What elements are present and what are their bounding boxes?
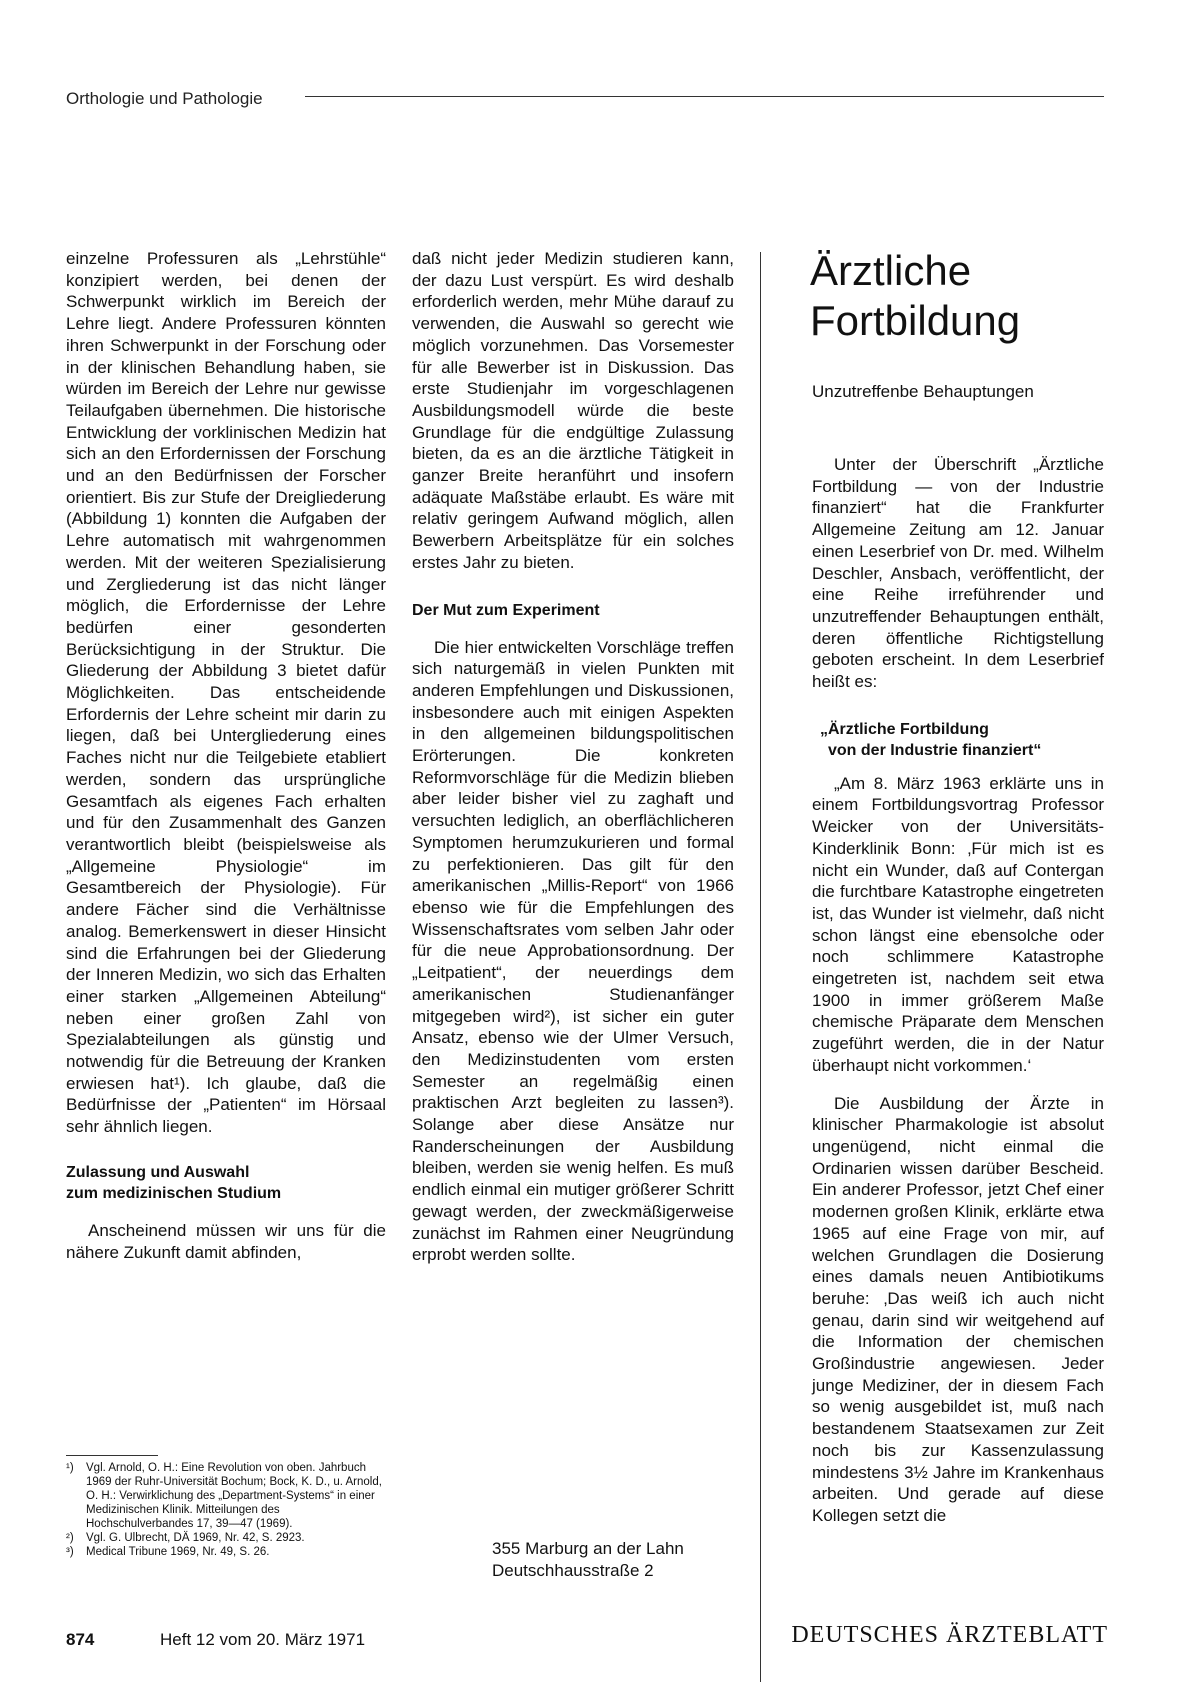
col2-paragraph-2: Die hier entwickelten Vorschläge treffen sich naturgemäß in vielen Punkten mit anderen Empfehlungen und Diskussionen, insbesondere auch mit einigen Aspekten in den allgemeinen bildungspolitischen Erörterungen. Die konkreten Reformvorschläge für die Medizin blieben aber leider bisher viel zu zaghaft und versuchten lediglich, an oberflächlicheren Symptomen herumzukurieren und formal zu perfektionieren. Das gilt für den amerikanischen „Millis-Report“ von 1966 ebenso wie für die Empfehlungen des Wissenschaftsrates vom selben Jahr oder für die neue Approbationsordnung. Der „Leitpatient“, der neuerdings dem amerikanischen Studienanfänger mitgegeben wird²), ist sicher ein guter Ansatz, ebenso wie der Ulmer Versuch, den Medizinstudenten vom ersten Semester an regelmäßig einen praktischen Arzt begleiten zu lassen³). Solange aber diese Ansätze nur Randerscheinungen der Ausbildung bleiben, werden sie wenig helfen. Es muß endlich einmal ein mutiger größerer Schritt gewagt werden, der zweckmäßigerweise zunächst im Rahmen einer Neugründung erprobt werden sollte.	[412, 637, 734, 1265]
column-3	[812, 454, 1104, 1527]
page-number: 874	[66, 1630, 95, 1649]
footnote-3	[66, 1545, 386, 1559]
quote-heading	[820, 719, 1104, 761]
quote-paragraph: „Am 8. März 1963 erklärte uns in einem Fortbildungsvortrag Professor Weicker von der Universitäts-Kinderklinik Bonn: ‚Für mich ist es nicht ein Wunder, daß auf Contergan die furchtbare Katastrophe eingetreten ist, das Wunder ist vielmehr, daß nicht schon längst eine ebensolche oder noch schlimmere Katastrophe eingetreten ist, nachdem seit etwa 1900 in immer größerem Maße chemische Präparate dem Menschen zugeführt werden, die in der Natur überhaupt nicht vorkommen.‘	[812, 773, 1104, 1075]
col1-subhead-line1: Zulassung und Auswahl	[66, 1163, 250, 1181]
footnotes	[66, 1461, 386, 1559]
article-paragraph-2: Die Ausbildung der Ärzte in klinischer Pharmakologie ist absolut ungenügend, nicht einmal die Ordinarien wissen darüber Bescheid. Ein anderer Professor, jetzt Chef einer modernen großen Klinik, erklärte etwa 1965 auf eine Frage von mir, auf welchen Grundlagen die Dosierung eines damals neuen Antibiotikums beruhe: ‚Das weiß ich auch nicht genau, darin sind wir weitgehend auf die Information der chemischen Großindustrie angewiesen. Jeder junge Mediziner, der in diesem Fach so wenig ausgebildet ist, muß nach bestandenem Staatsexamen zur Zeit noch bis zur Kassenzulassung mindestens 3½ Jahre im Krankenhaus arbeiten. Und gerade auf diese Kollegen setzt die	[812, 1093, 1104, 1525]
quote-heading-line1: „Ärztliche Fortbildung	[820, 720, 989, 738]
article-title	[810, 246, 1020, 346]
col1-paragraph-2: Anscheinend müssen wir uns für die nähere Zukunft damit abfinden,	[66, 1220, 386, 1262]
quote-heading-line2: von der Industrie finanziert“	[828, 741, 1042, 759]
col1-subhead	[66, 1162, 386, 1204]
footnote-1	[66, 1461, 386, 1531]
col2-subhead: Der Mut zum Experiment	[412, 601, 600, 619]
article-title-line2: Fortbildung	[810, 297, 1021, 344]
section-label: Orthologie und Pathologie	[66, 89, 263, 108]
column-divider	[760, 252, 761, 1682]
footnote-text: Medical Tribune 1969, Nr. 49, S. 26.	[86, 1546, 270, 1558]
footnote-mark: ³)	[66, 1546, 74, 1558]
col1-paragraph-1: einzelne Professuren als „Lehrstühle“ konzipiert werden, bei denen der Schwerpunkt wirklich im Bereich der Lehre liegt. Andere Professuren könnten ihren Schwerpunkt in der Forschung oder in der klinischen Behandlung haben, sie würden im Bereich der Lehre nur gewisse Teilaufgaben übernehmen. Die historische Entwicklung der vorklinischen Medizin hat sich an den Erfordernissen der Forschung und an den Bedürfnissen der Forscher orientiert. Bis zur Stufe der Dreigliederung (Abbildung 1) konnten die Aufgaben der Lehre automatisch mit wahrgenommen werden. Mit der weiteren Spezialisierung und Zergliederung ist das nicht länger möglich, die Erfordernisse der Lehre bedürfen einer gesonderten Berücksichtigung in der Struktur. Die Gliederung der Abbildung 3 bietet dafür Möglichkeiten. Das entscheidende Erfordernis der Lehre scheint mir darin zu liegen, daß bei Untergliederung eines Faches nicht nur die Teilgebiete etabliert werden, sondern das ursprüngliche Gesamtfach als eigenes Fach erhalten und für den Zusammenhalt des Ganzen verantwortlich bleibt (beispielsweise als „Allgemeine Physiologie“ im Gesamtbereich der Physiologie). Für andere Fächer sind die Verhältnisse analog. Bemerkenswert in dieser Hinsicht sind die Erfahrungen bei der Gliederung der Inneren Medizin, wo sich das Erhalten einer starken „Allgemeinen Abteilung“ neben einer großen Zahl von Spezialabteilungen als günstig und notwendig für die Betreuung der Kranken erwiesen hat¹). Ich glaube, daß die Bedürfnisse der „Patienten“ im Hörsaal sehr ähnlich liegen.	[66, 249, 386, 1137]
column-1	[66, 248, 386, 1263]
footnote-2	[66, 1531, 386, 1545]
article-subtitle: Unzutreffenbe Behauptungen	[812, 382, 1034, 401]
article-title-line1: Ärztliche	[810, 247, 972, 294]
journal-name: DEUTSCHES ÄRZTEBLATT	[791, 1622, 1108, 1648]
issue-info: Heft 12 vom 20. März 1971	[160, 1630, 366, 1649]
col1-subhead-line2: zum medizinischen Studium	[66, 1184, 282, 1202]
footnote-mark: ²)	[66, 1532, 74, 1544]
header-rule	[305, 96, 1104, 97]
footnote-text: Vgl. G. Ulbrecht, DÄ 1969, Nr. 42, S. 2923.	[86, 1532, 305, 1544]
footnote-rule	[66, 1455, 158, 1456]
author-address	[492, 1538, 684, 1582]
address-line2: Deutschhausstraße 2	[492, 1561, 654, 1580]
article-paragraph-1: Unter der Überschrift „Ärztliche Fortbildung — von der Industrie finanziert“ hat die Frankfurter Allgemeine Zeitung am 12. Januar einen Leserbrief von Dr. med. Wilhelm Deschler, Ansbach, veröffentlicht, der eine Reihe irreführender und unzutreffender Behauptungen enthält, deren öffentliche Richtigstellung geboten erscheint. In dem Leserbrief heißt es:	[812, 455, 1104, 692]
col2-paragraph-1: daß nicht jeder Medizin studieren kann, der dazu Lust verspürt. Es wird deshalb erforderlich werden, mehr Mühe darauf zu verwenden, die Auswahl so gerecht wie möglich vorzunehmen. Das Vorsemester für alle Bewerber ist in Diskussion. Das erste Studienjahr im vorgeschlagenen Ausbildungsmodell würde die beste Grundlage für die endgültige Zulassung bieten, da es an die ärztliche Tätigkeit in ganzer Breite heranführt und insofern adäquate Maßstäbe erlaubt. Es wäre mit relativ geringem Aufwand möglich, allen Bewerbern Arbeitsplätze für ein solches erstes Jahr zu bieten.	[412, 249, 734, 572]
column-2	[412, 248, 734, 1266]
footnote-mark: ¹)	[66, 1462, 74, 1474]
footnote-text: Vgl. Arnold, O. H.: Eine Revolution von oben. Jahrbuch 1969 der Ruhr-Universität Bochum; Bock, K. D., u. Arnold, O. H.: Verwirklichung des „Department-Systems“ in einer Medizinischen Klinik. Mitteilungen des Hochschulverbandes 17, 39—47 (1969).	[86, 1462, 382, 1530]
address-line1: 355 Marburg an der Lahn	[492, 1539, 684, 1558]
